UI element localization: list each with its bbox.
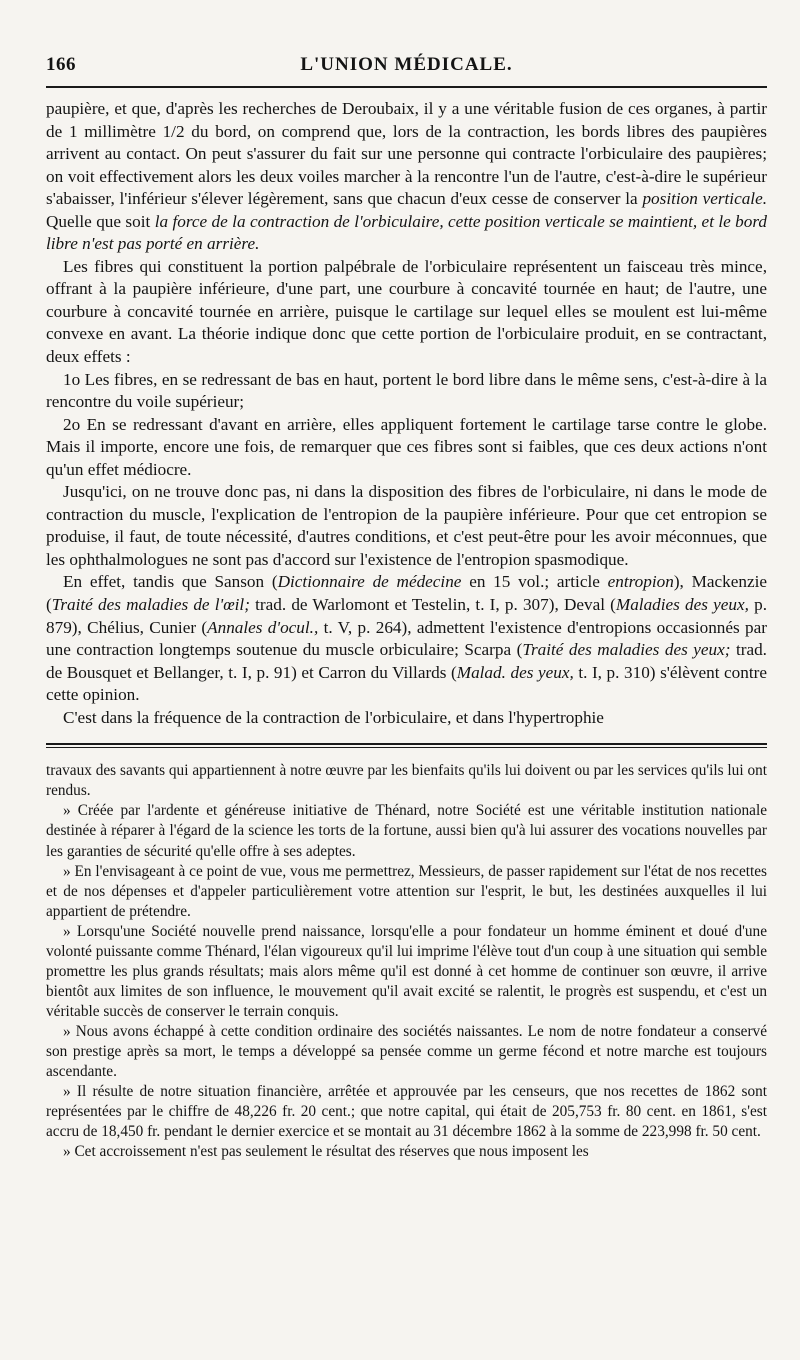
article-paragraph-3: 1o Les fibres, en se redressant de bas en haut, portent le bord libre dans le même sens, c'est-à-dire à la rencontre du voile supérieur; <box>46 369 767 412</box>
article-paragraph-6: En effet, tandis que Sanson (Dictionnaire de médecine en 15 vol.; article entropion), Mackenzie (Traité des maladies de l'œil; trad. de Warlomont et Testelin, t. I, p. 307), Deval (Maladies des yeux, p. 879), Chélius, Cunier (Annales d'ocul., t. V, p. 264), admettent l'existence d'entropions occasionnés par une contraction longtemps soutenue du muscle orbiculaire; Scarpa (Traité des maladies des yeux; trad. de Bousquet et Bellanger, t. I, p. 91) et Carron du Villards (Malad. des yeux, t. I, p. 310) s'élèvent contre cette opinion. <box>46 572 767 705</box>
article-body <box>46 98 767 729</box>
feuilleton-paragraph-6: » Il résulte de notre situation financière, arrêtée et approuvée par les censeurs, que nos recettes de 1862 sont représentées par le chiffre de 48,226 fr. 20 cent.; que notre capital, qui était de 205,753 fr. 80 cent. en 1861, s'est accru de 18,450 fr. pendant le dernier exercice et se montait au 31 décembre 1862 à la somme de 223,998 fr. 50 cent. <box>46 1083 767 1141</box>
header-rule <box>46 86 767 88</box>
feuilleton-paragraph-2: » Créée par l'ardente et généreuse initiative de Thénard, notre Société est une véritable institution nationale destinée à réparer à l'égard de la science les torts de la fortune, aussi bien qu'à lui assurer des vocations nouvelles par les garanties de sécurité qu'elle offre à ses adeptes. <box>46 802 767 860</box>
article-paragraph-2: Les fibres qui constituent la portion palpébrale de l'orbiculaire représentent un faisceau très mince, offrant à la paupière inférieure, d'une part, une courbure à concavité tournée en haut; de l'autre, une courbure à concavité tournée en arrière, puisque le cartilage sur lequel elles se moulent est lui-même convexe en avant. La théorie indique donc que cette portion de l'orbiculaire produit, en se contractant, deux effets : <box>46 256 767 367</box>
article-paragraph-4: 2o En se redressant d'avant en arrière, elles appliquent fortement le cartilage tarse contre le globe. Mais il importe, encore une fois, de remarquer que ces fibres sont si faibles, que ces deux actions n'ont qu'un effet médiocre. <box>46 414 767 479</box>
page-header <box>46 0 767 75</box>
feuilleton-paragraph-4: » Lorsqu'une Société nouvelle prend naissance, lorsqu'elle a pour fondateur un homme éminent et doué d'une volonté puissante comme Thénard, l'élan vigoureux qu'il lui imprime l'élève tout d'un coup à une situation qui semble promettre les plus grands résultats; mais alors même qu'il est donné à cet homme de continuer son œuvre, il arrive bientôt aux limites de son influence, le mouvement qu'il avait excité se ralentit, le progrès est suspendu, et c'est un véritable succès de conserver le terrain conquis. <box>46 922 767 1020</box>
article-paragraph-1: paupière, et que, d'après les recherches de Deroubaix, il y a une véritable fusion de ces organes, à partir de 1 millimètre 1/2 du bord, on comprend que, lors de la contraction, les bords libres des paupières arrivent au contact. On peut s'assurer du fait sur une personne qui contracte l'orbiculaire des paupières; on voit effectivement alors les deux voiles marcher à la rencontre l'un de l'autre, c'est-à-dire le supérieur s'abaisser, l'inférieur s'élever légèrement, sans que chacun d'eux cesse de conserver la position verticale. Quelle que soit la force de la contraction de l'orbiculaire, cette position verticale se maintient, et le bord libre n'est pas porté en arrière. <box>46 99 768 254</box>
feuilleton-divider <box>46 743 767 748</box>
feuilleton-paragraph-1: travaux des savants qui appartiennent à notre œuvre par les bienfaits qu'ils lui doivent ou par les services qu'ils lui ont rendus. <box>46 762 767 800</box>
article-paragraph-5: Jusqu'ici, on ne trouve donc pas, ni dans la disposition des fibres de l'orbiculaire, ni dans le mode de contraction du muscle, l'explication de l'entropion de la paupière inférieure. Pour que cet entropion se produise, il faut, de toute nécessité, d'autres conditions, et c'est peut-être pour les avoir méconnues, que les ophthalmologues ne sont pas d'accord sur l'existence de l'entropion spasmodique. <box>46 482 767 569</box>
feuilleton-paragraph-7: » Cet accroissement n'est pas seulement le résultat des réserves que nous imposent les <box>63 1143 589 1161</box>
feuilleton-paragraph-5: » Nous avons échappé à cette condition ordinaire des sociétés naissantes. Le nom de notre fondateur a conservé son prestige après sa mort, le temps a développé sa pensée comme un germe fécond et notre marche est toujours ascendante. <box>46 1022 767 1081</box>
feuilleton-paragraph-3: » En l'envisageant à ce point de vue, vous me permettrez, Messieurs, de passer rapidement sur l'état de nos recettes et de nos dépenses et d'appeler particulièrement votre attention sur l'esprit, le but, les destinées auxquelles il lui appartient de prétendre. <box>46 862 767 920</box>
feuilleton-body <box>46 761 767 1162</box>
running-title: L'UNION MÉDICALE. <box>300 54 513 75</box>
article-paragraph-7: C'est dans la fréquence de la contraction de l'orbiculaire, et dans l'hypertrophie <box>63 707 604 727</box>
page-number: 166 <box>46 54 76 75</box>
